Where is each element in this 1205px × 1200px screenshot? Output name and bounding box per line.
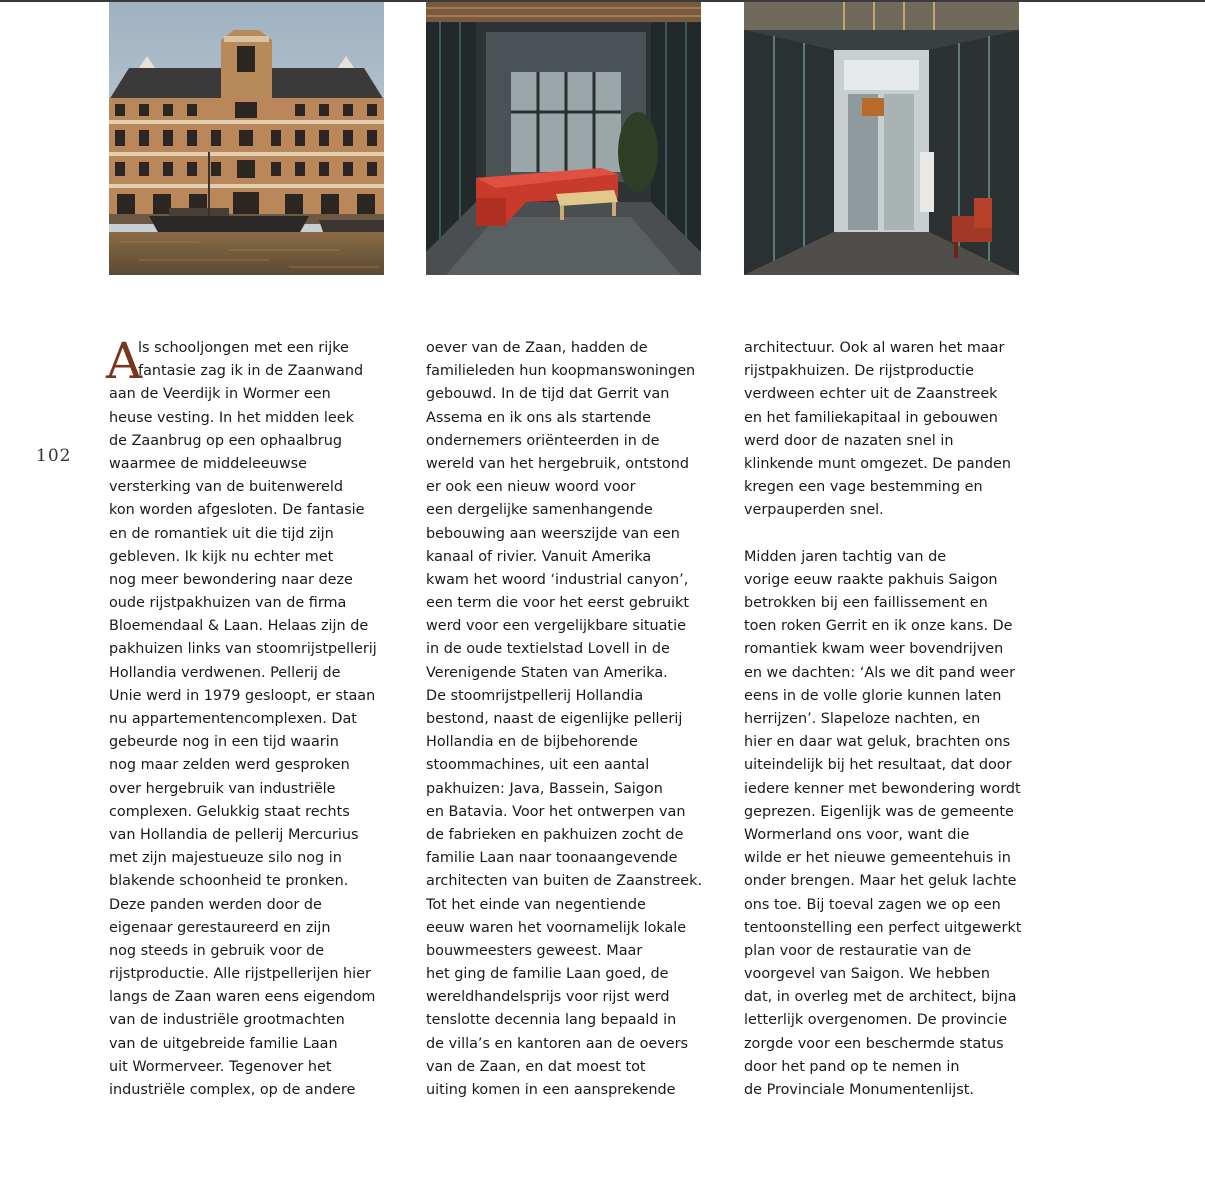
text-column-3: [744, 337, 1044, 1102]
drop-cap: A: [106, 332, 143, 390]
text-line: met zijn majestueuze silo nog in: [109, 850, 342, 867]
text-line: letterlijk overgenomen. De provincie: [744, 1012, 1008, 1029]
text-line: ons toe. Bij toeval zagen we op een: [744, 896, 1001, 913]
text-line: De stoomrijstpellerij Hollandia: [426, 687, 644, 704]
text-line: blakende schoonheid te pronken.: [109, 873, 349, 890]
interior-lounge-photo: [426, 2, 701, 275]
text-line: Deze panden werden door de: [109, 896, 322, 913]
text-line: de Zaanbrug op een ophaalbrug: [109, 432, 342, 449]
text-line: oude rijstpakhuizen van de firma: [109, 595, 347, 612]
text-line: fantasie zag ik in de Zaanwand: [138, 363, 364, 380]
text-line: kregen een vage bestemming en: [744, 479, 983, 496]
text-line: waarmee de middeleeuwse: [109, 455, 308, 472]
text-line: Assema en ik ons als startende: [426, 409, 651, 426]
text-line: wereld van het hergebruik, ontstond: [426, 455, 690, 472]
text-line: en de romantiek uit die tijd zijn: [109, 525, 334, 542]
text-line: Unie werd in 1979 gesloopt, er staan: [109, 687, 376, 704]
text-line: Hollandia en de bijbehorende: [426, 734, 638, 751]
text-line: onder brengen. Maar het geluk lachte: [744, 873, 1017, 890]
text-line: en het familiekapitaal in gebouwen: [744, 409, 998, 426]
text-line: Wormerland ons voor, want die: [744, 826, 970, 843]
text-line: klinkende munt omgezet. De panden: [744, 455, 1011, 472]
text-line: oever van de Zaan, hadden de: [426, 340, 648, 356]
text-line: complexen. Gelukkig staat rechts: [109, 803, 350, 820]
text-line: iedere kenner met bewondering wordt: [744, 780, 1021, 797]
text-line: langs de Zaan waren eens eigendom: [109, 989, 376, 1006]
text-line: dat, in overleg met de architect, bijna: [744, 989, 1017, 1006]
text-line: en we dachten: ‘Als we dit pand weer: [744, 664, 1015, 681]
text-line: plan voor de restauratie van de: [744, 942, 972, 959]
text-line: eigenaar gerestaureerd en zijn: [109, 919, 331, 936]
text-line: Tot het einde van negentiende: [426, 896, 646, 913]
text-line: kon worden afgesloten. De fantasie: [109, 502, 365, 519]
text-line: een dergelijke samenhangende: [426, 502, 653, 519]
text-line: rijstproductie. Alle rijstpellerijen hier: [109, 966, 371, 983]
text-line: het ging de familie Laan goed, de: [426, 966, 669, 983]
text-line: wilde er het nieuwe gemeentehuis in: [744, 850, 1011, 867]
text-line: bouwmeesters geweest. Maar: [426, 942, 643, 959]
text-line: eens in de volle glorie kunnen laten: [744, 687, 1002, 704]
text-line: architecten van buiten de Zaanstreek.: [426, 873, 703, 890]
text-line: van de industriële grootmachten: [109, 1012, 345, 1029]
page-number: 102: [36, 446, 72, 466]
text-line: nog meer bewondering naar deze: [109, 571, 353, 588]
text-line: uiting komen in een aansprekende: [426, 1082, 676, 1098]
text-line: nog maar zelden werd gesproken: [109, 757, 350, 774]
text-line: familie Laan naar toonaangevende: [426, 850, 678, 867]
text-line: in de oude textielstad Lovell in de: [426, 641, 670, 658]
text-line: herrijzen’. Slapeloze nachten, en: [744, 711, 981, 727]
text-line: kanaal of rivier. Vanuit Amerika: [426, 548, 652, 565]
text-line: betrokken bij een faillissement en: [744, 595, 988, 612]
text-line: rijstpakhuizen. De rijstproductie: [744, 363, 975, 380]
text-line: bestond, naast de eigenlijke pellerij: [426, 711, 683, 727]
text-line: de villa’s en kantoren aan de oevers: [426, 1035, 689, 1052]
text-line: romantiek kwam weer bovendrijven: [744, 641, 1004, 658]
text-column-2: [426, 337, 726, 1102]
text-column-1: [106, 332, 409, 1102]
text-line: uiteindelijk bij het resultaat, dat door: [744, 757, 1012, 774]
text-line: industriële complex, op de andere: [109, 1082, 356, 1098]
text-line: door het pand op te nemen in: [744, 1058, 960, 1075]
text-line: gebleven. Ik kijk nu echter met: [109, 548, 334, 565]
text-line: er ook een nieuw woord voor: [426, 479, 636, 496]
text-line: vorige eeuw raakte pakhuis Saigon: [744, 571, 998, 588]
text-line: de Provinciale Monumentenlijst.: [744, 1082, 974, 1098]
text-line: een term die voor het eerst gebruikt: [426, 595, 689, 612]
text-line: van Hollandia de pellerij Mercurius: [109, 826, 359, 843]
text-line: ls schooljongen met een rijke: [138, 340, 349, 356]
text-line: eeuw waren het voornamelijk lokale: [426, 919, 687, 936]
text-line: van de uitgebreide familie Laan: [109, 1035, 338, 1052]
text-line: tentoonstelling een perfect uitgewerkt: [744, 919, 1022, 936]
text-line: pakhuizen: Java, Bassein, Saigon: [426, 780, 663, 797]
text-line: werd door de nazaten snel in: [744, 432, 954, 449]
text-line: kwam het woord ‘industrial canyon’,: [426, 571, 689, 588]
text-line: voorgevel van Saigon. We hebben: [744, 966, 990, 983]
text-line: verdween echter uit de Zaanstreek: [744, 386, 998, 403]
text-line: architectuur. Ook al waren het maar: [744, 340, 1005, 356]
warehouse-exterior-photo: [109, 2, 384, 275]
text-line: familieleden hun koopmanswoningen: [426, 363, 696, 380]
text-line: pakhuizen links van stoomrijstpellerij: [109, 641, 377, 658]
text-line: Midden jaren tachtig van de: [744, 548, 947, 565]
text-line: Bloemendaal & Laan. Helaas zijn de: [109, 618, 369, 635]
text-line: over hergebruik van industriële: [109, 780, 336, 797]
text-line: toen roken Gerrit en ik onze kans. De: [744, 618, 1013, 635]
text-line: bebouwing aan weerszijde van een: [426, 525, 680, 542]
text-line: van de Zaan, en dat moest tot: [426, 1058, 646, 1075]
text-line: nu appartementencomplexen. Dat: [109, 711, 357, 727]
text-line: gebouwd. In de tijd dat Gerrit van: [426, 386, 670, 403]
text-line: hier en daar wat geluk, brachten ons: [744, 734, 1011, 751]
text-line: heuse vesting. In het midden leek: [109, 409, 354, 426]
text-line: en Batavia. Voor het ontwerpen van: [426, 803, 686, 820]
text-line: verpauperden snel.: [744, 502, 884, 519]
text-line: uit Wormerveer. Tegenover het: [109, 1058, 332, 1075]
text-line: tenslotte decennia lang bepaald in: [426, 1012, 677, 1029]
interior-hallway-photo: [744, 2, 1019, 275]
text-line: zorgde voor een beschermde status: [744, 1035, 1004, 1052]
text-line: gebeurde nog in een tijd waarin: [109, 734, 339, 751]
text-line: versterking van de buitenwereld: [109, 479, 344, 496]
text-line: ondernemers oriënteerden in de: [426, 432, 660, 449]
text-line: aan de Veerdijk in Wormer een: [109, 386, 331, 403]
paragraph-break: [744, 523, 1044, 546]
text-line: stoommachines, uit een aantal: [426, 757, 650, 774]
text-line: wereldhandelsprijs voor rijst werd: [426, 989, 670, 1006]
text-line: de fabrieken en pakhuizen zocht de: [426, 826, 684, 843]
text-line: Hollandia verdwenen. Pellerij de: [109, 664, 341, 681]
text-line: geprezen. Eigenlijk was de gemeente: [744, 803, 1014, 820]
text-line: nog steeds in gebruik voor de: [109, 942, 325, 959]
text-line: werd voor een vergelijkbare situatie: [426, 618, 686, 635]
text-line: Verenigende Staten van Amerika.: [426, 664, 668, 681]
